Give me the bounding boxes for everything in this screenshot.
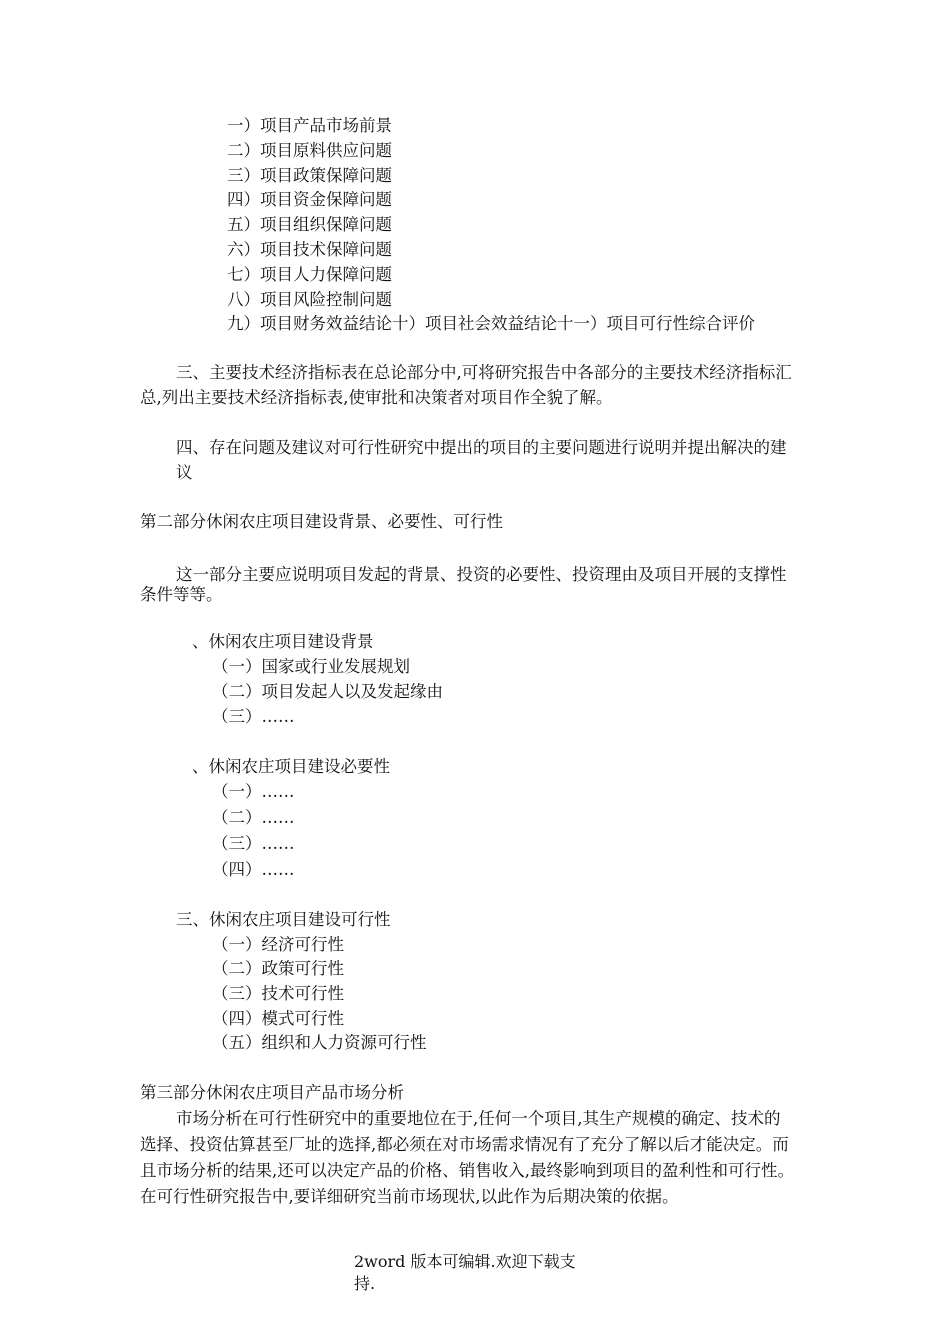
list-a-item-9: 九）项目财务效益结论十）项目社会效益结论十一）项目可行性综合评价 xyxy=(227,314,755,333)
footer-line2: 持. xyxy=(354,1274,376,1293)
list-a-item-3: 三）项目政策保障问题 xyxy=(227,166,392,185)
footer-line1: 2word 版本可编辑.欢迎下载支 xyxy=(354,1252,576,1271)
part2-intro-line2: 条件等等。 xyxy=(140,585,223,604)
sec2-title: 、休闲农庄项目建设必要性 xyxy=(192,757,390,776)
list-a-item-6: 六）项目技术保障问题 xyxy=(227,240,392,259)
list-a-item-2: 二）项目原料供应问题 xyxy=(227,141,392,160)
part3-para-line4: 在可行性研究报告中,要详细研究当前市场现状,以此作为后期决策的依据。 xyxy=(140,1187,679,1206)
sec3-item-2: （二）政策可行性 xyxy=(212,959,344,978)
sec1-title: 、休闲农庄项目建设背景 xyxy=(192,632,374,651)
sec1-item-2: （二）项目发起人以及发起缘由 xyxy=(212,682,443,701)
para4-line2: 议 xyxy=(176,463,193,482)
sec1-item-1: （一）国家或行业发展规划 xyxy=(212,657,410,676)
list-a-item-5: 五）项目组织保障问题 xyxy=(227,215,392,234)
sec2-item-3: （三）…… xyxy=(212,834,295,853)
sec3-title: 三、休闲农庄项目建设可行性 xyxy=(176,910,391,929)
sec1-item-3: （三）…… xyxy=(212,707,295,726)
para4-line1: 四、存在问题及建议对可行性研究中提出的项目的主要问题进行说明并提出解决的建 xyxy=(176,438,787,457)
sec2-item-4: （四）…… xyxy=(212,860,295,879)
sec2-item-2: （二）…… xyxy=(212,808,295,827)
para3-line2: 总,列出主要技术经济指标表,使审批和决策者对项目作全貌了解。 xyxy=(140,388,613,407)
sec3-item-5: （五）组织和人力资源可行性 xyxy=(212,1033,427,1052)
part2-intro-line1: 这一部分主要应说明项目发起的背景、投资的必要性、投资理由及项目开展的支撑性 xyxy=(176,565,787,584)
part3-para-line2: 选择、投资估算甚至厂址的选择,都必须在对市场需求情况有了充分了解以后才能决定。而 xyxy=(140,1135,789,1154)
list-a-item-7: 七）项目人力保障问题 xyxy=(227,265,392,284)
list-a-item-1: 一）项目产品市场前景 xyxy=(227,116,392,135)
list-a-item-8: 八）项目风险控制问题 xyxy=(227,290,392,309)
part2-heading: 第二部分休闲农庄项目建设背景、必要性、可行性 xyxy=(140,512,503,531)
sec3-item-1: （一）经济可行性 xyxy=(212,935,344,954)
part3-para-line3: 且市场分析的结果,还可以决定产品的价格、销售收入,最终影响到项目的盈利性和可行性。 xyxy=(140,1161,794,1180)
list-a-item-4: 四）项目资金保障问题 xyxy=(227,190,392,209)
part3-para-line1: 市场分析在可行性研究中的重要地位在于,任何一个项目,其生产规模的确定、技术的 xyxy=(176,1109,781,1128)
para3-line1: 三、主要技术经济指标表在总论部分中,可将研究报告中各部分的主要技术经济指标汇 xyxy=(176,363,792,382)
sec2-item-1: （一）…… xyxy=(212,782,295,801)
sec3-item-4: （四）模式可行性 xyxy=(212,1009,344,1028)
part3-heading: 第三部分休闲农庄项目产品市场分析 xyxy=(140,1083,404,1102)
sec3-item-3: （三）技术可行性 xyxy=(212,984,344,1003)
